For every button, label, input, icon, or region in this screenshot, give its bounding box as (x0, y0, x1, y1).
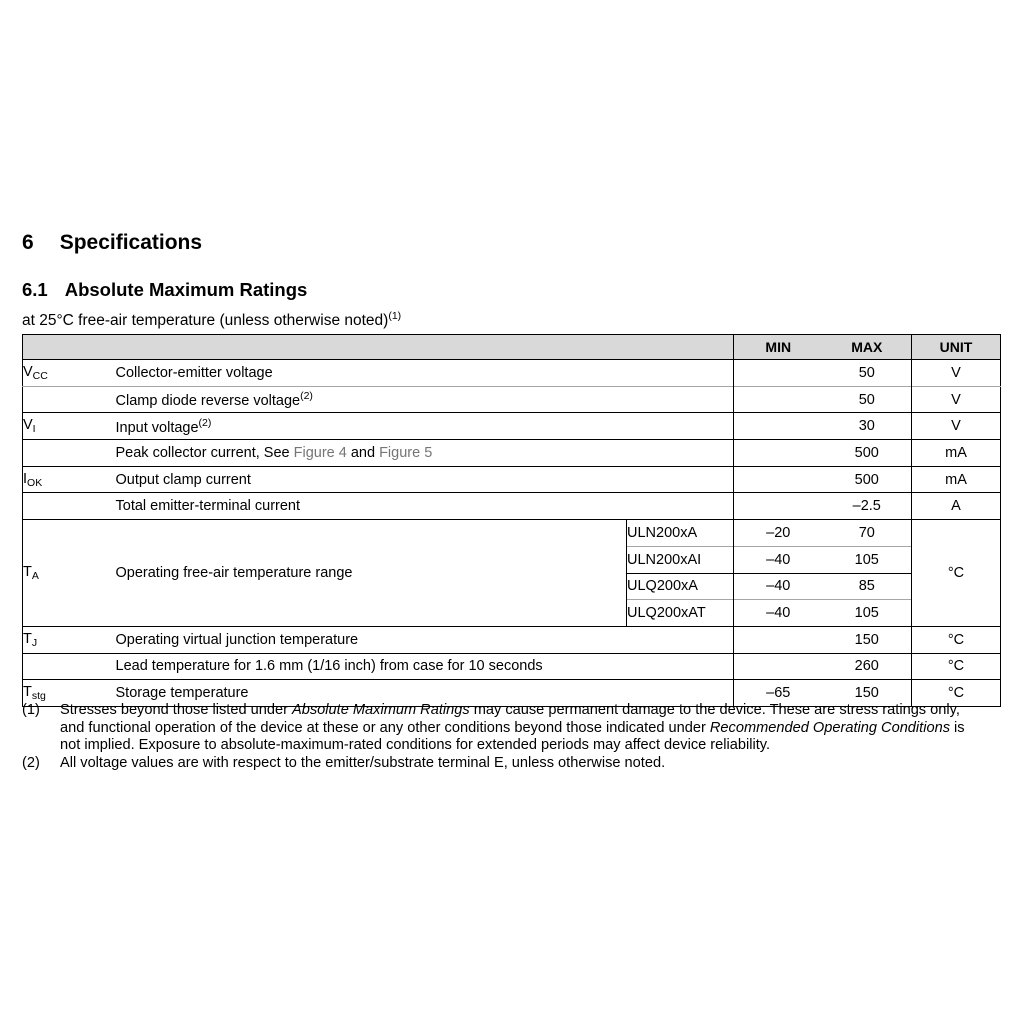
text-segment: Collector-emitter voltage (115, 364, 273, 381)
table-row (23, 520, 1001, 547)
column-header-min: MIN (734, 335, 823, 360)
description-cell (116, 413, 734, 440)
symbol-cell: $T_{stg}$ (23, 680, 116, 707)
min-value-cell: –40 (734, 573, 823, 600)
max-value-cell: 260 (823, 653, 912, 680)
symbol-cell: $V_{CC}$ (23, 360, 116, 387)
footnote-number: (1) (22, 702, 40, 718)
min-value-cell: –20 (734, 520, 823, 547)
text-segment: may cause permanent damage to the device. These are stress ratings only, and functional operation of the device at these or any other conditions beyond those indicated under (60, 702, 960, 736)
footnote-ref: (2) (198, 416, 212, 429)
description-cell (116, 493, 734, 520)
section-number: 6 (22, 231, 34, 254)
max-value-cell: 85 (823, 573, 912, 600)
min-value-cell: –40 (734, 600, 823, 627)
text-segment: Clamp diode reverse voltage (115, 393, 301, 410)
device-variant-cell: ULQ200xA (627, 573, 734, 600)
min-value-cell (734, 440, 823, 467)
figure-5-link[interactable]: Figure 5 (379, 444, 433, 461)
min-value-cell: –40 (734, 546, 823, 573)
symbol-subscript: J (31, 636, 38, 649)
description-cell (116, 440, 734, 467)
table-row (23, 653, 1001, 680)
description-cell (116, 520, 627, 627)
symbol-subscript: CC (32, 369, 48, 382)
subsection-number: 6.1 (22, 279, 48, 300)
min-value-cell (734, 493, 823, 520)
text-segment: Peak collector current, See (115, 444, 294, 461)
table-header-empty-cell (23, 335, 734, 360)
text-segment: Output clamp current (115, 471, 251, 488)
footnote-ref-1: (1) (388, 310, 402, 322)
table-row (23, 440, 1001, 467)
max-value-cell: 500 (823, 440, 912, 467)
unit-cell: °C (912, 680, 1001, 707)
text-segment: Stresses beyond those listed under (60, 702, 293, 718)
description-cell (116, 386, 734, 413)
section-title: Specifications (59, 231, 203, 254)
max-value-cell: 50 (823, 386, 912, 413)
footnote-ref: (2) (300, 390, 313, 403)
unit-cell: mA (912, 440, 1001, 467)
symbol-cell: $I_{OK}$ (23, 466, 116, 493)
table-body (23, 360, 1001, 707)
table-row (23, 413, 1001, 440)
max-value-cell: 105 (823, 600, 912, 627)
max-value-cell: 105 (823, 546, 912, 573)
max-value-cell: 500 (823, 466, 912, 493)
unit-cell: °C (912, 626, 1001, 653)
text-segment: Storage temperature (115, 685, 249, 702)
device-variant-cell: ULN200xAI (627, 546, 734, 573)
symbol-cell: $T_J$ (23, 626, 116, 653)
table-row (23, 386, 1001, 413)
min-value-cell: –65 (734, 680, 823, 707)
condition-line (22, 310, 401, 330)
max-value-cell: 50 (823, 360, 912, 387)
min-value-cell (734, 653, 823, 680)
symbol-subscript: A (31, 570, 39, 582)
text-segment: All voltage values are with respect to the emitter/substrate terminal E, unless otherwise noted. (60, 754, 666, 771)
table-row (23, 360, 1001, 387)
symbol-cell: $V_I$ (23, 413, 116, 440)
max-value-cell: –2.5 (823, 493, 912, 520)
table-header-row (23, 335, 1001, 360)
min-value-cell (734, 626, 823, 653)
min-value-cell (734, 413, 823, 440)
text-segment: and (346, 444, 380, 461)
column-header-max: MAX (823, 335, 912, 360)
figure-4-link[interactable]: Figure 4 (293, 444, 347, 461)
unit-cell: mA (912, 466, 1001, 493)
text-segment: Total emitter-terminal current (115, 498, 301, 515)
condition-text: at 25°C free-air temperature (unless otherwise noted) (22, 312, 389, 329)
subsection-title: Absolute Maximum Ratings (64, 279, 308, 300)
section-heading (22, 231, 202, 255)
description-cell (116, 360, 734, 387)
min-value-cell (734, 360, 823, 387)
text-segment: Operating virtual junction temperature (115, 631, 359, 648)
description-cell (116, 466, 734, 493)
text-segment: Absolute Maximum Ratings (292, 702, 470, 718)
table-row (23, 466, 1001, 493)
symbol-cell (23, 653, 116, 680)
abs-max-ratings-table (22, 334, 1001, 707)
symbol-subscript: stg (31, 690, 46, 703)
footnote-text (60, 702, 965, 753)
unit-cell: V (912, 413, 1001, 440)
text-segment: Recommended Operating Conditions (709, 719, 950, 736)
min-value-cell (734, 466, 823, 493)
footnotes (22, 702, 980, 772)
text-segment: is not implied. Exposure to absolute-maximum-rated conditions for extended periods may affect device reliability. (60, 719, 965, 754)
footnote (22, 755, 980, 773)
min-value-cell (734, 386, 823, 413)
unit-cell: A (912, 493, 1001, 520)
device-variant-cell: ULQ200xAT (627, 600, 734, 627)
symbol-subscript: OK (27, 476, 43, 489)
footnote (22, 702, 980, 755)
table-row (23, 493, 1001, 520)
unit-cell: °C (912, 520, 1001, 627)
table-row (23, 626, 1001, 653)
device-variant-cell: ULN200xA (627, 520, 734, 547)
symbol-cell (23, 386, 116, 413)
subsection-heading (22, 279, 307, 301)
symbol-cell (23, 440, 116, 467)
max-value-cell: 150 (823, 680, 912, 707)
symbol-subscript: I (32, 423, 36, 436)
max-value-cell: 70 (823, 520, 912, 547)
max-value-cell: 150 (823, 626, 912, 653)
text-segment: Lead temperature for 1.6 mm (1/16 inch) from case for 10 seconds (115, 658, 543, 675)
text-segment: Operating free-air temperature range (115, 565, 353, 581)
text-segment: Input voltage (115, 419, 199, 436)
symbol-cell: $T_A$ (23, 520, 116, 627)
max-value-cell: 30 (823, 413, 912, 440)
footnote-number: (2) (22, 754, 40, 771)
column-header-unit: UNIT (912, 335, 1001, 360)
footnote-text (60, 755, 665, 771)
symbol-cell (23, 493, 116, 520)
description-cell (116, 626, 734, 653)
unit-cell: V (912, 360, 1001, 387)
unit-cell: V (912, 386, 1001, 413)
unit-cell: °C (912, 653, 1001, 680)
description-cell (116, 653, 734, 680)
